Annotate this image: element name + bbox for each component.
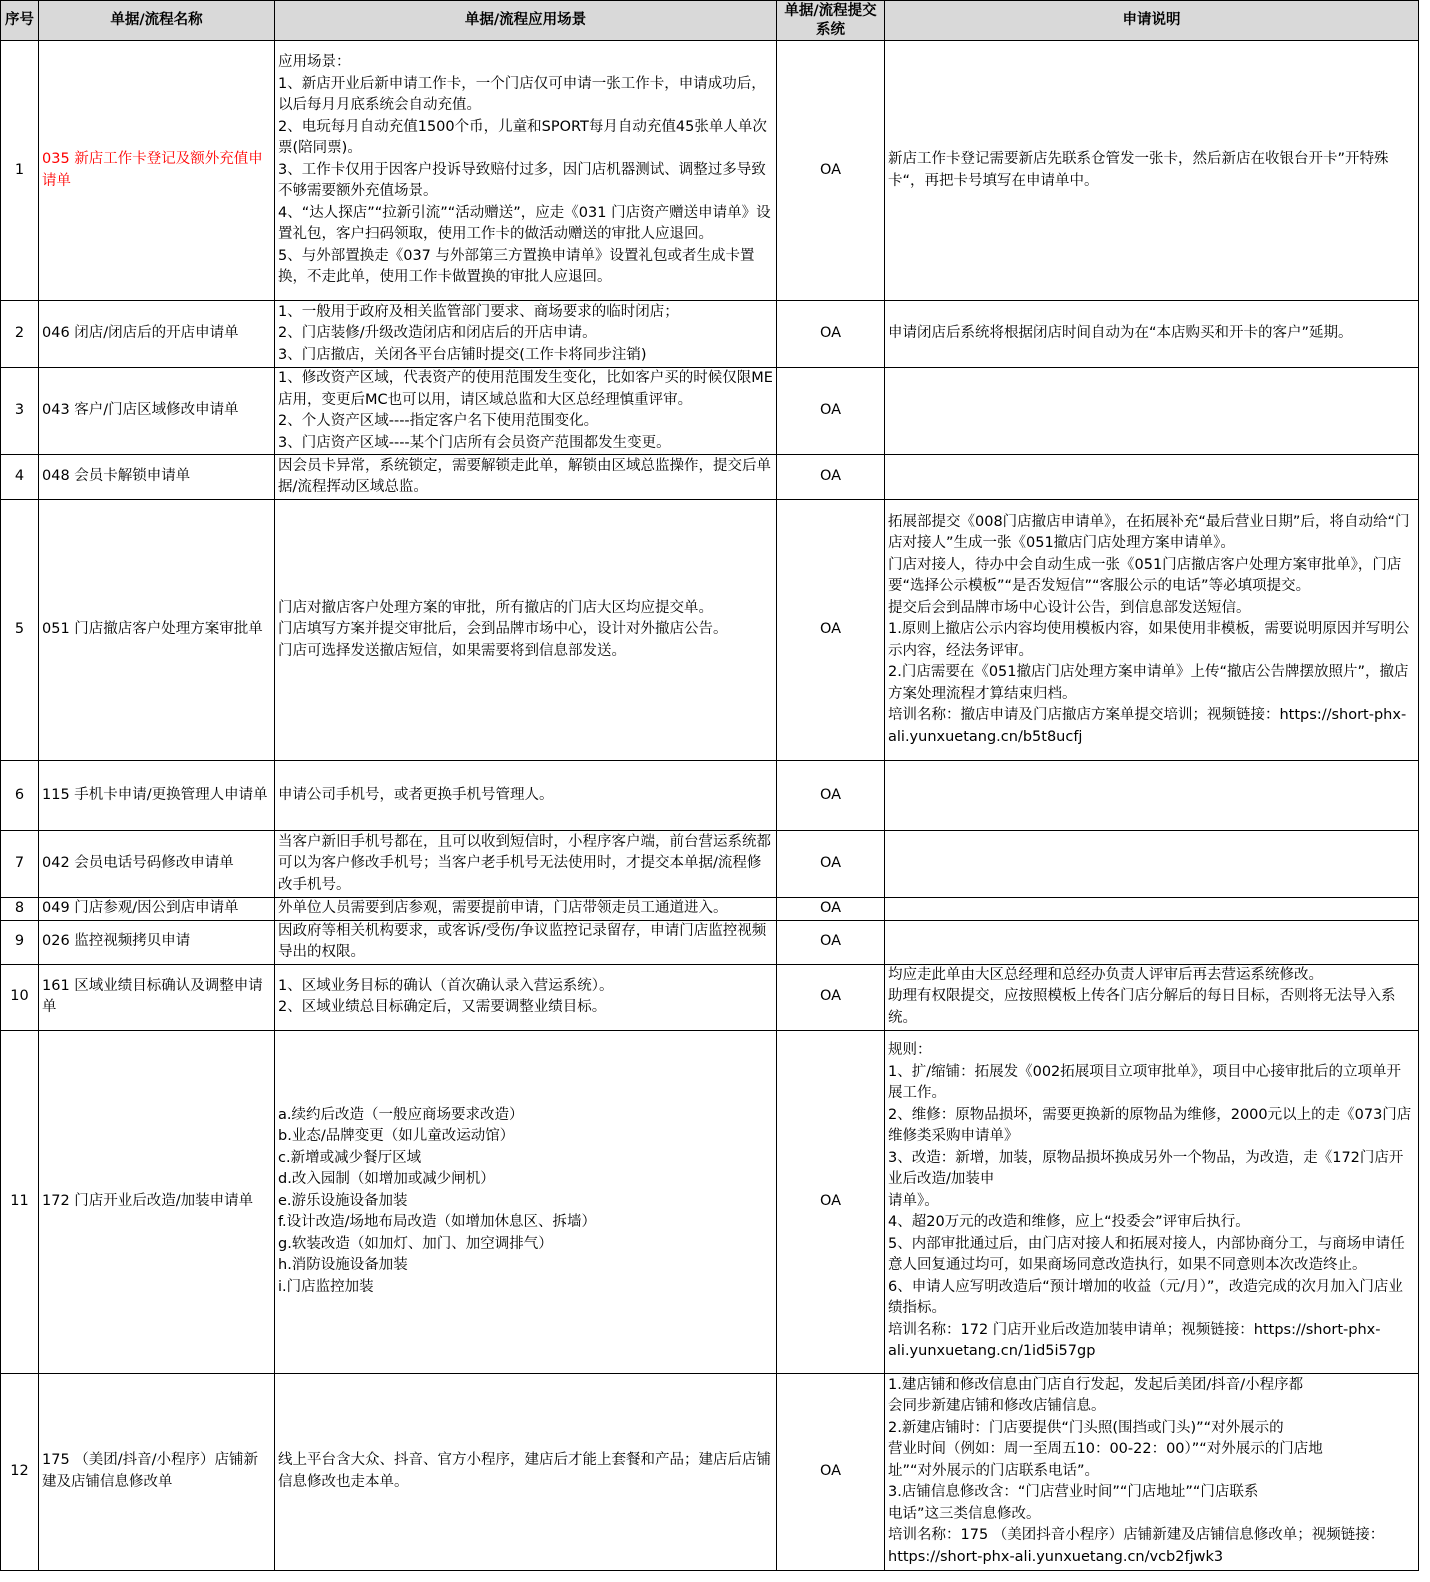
submit-system-cell[interactable]: OA (777, 964, 885, 1030)
row-index-cell[interactable]: 9 (1, 920, 39, 964)
form-name-cell[interactable]: 035 新店工作卡登记及额外充值申请单 (39, 41, 275, 301)
table-row (1, 41, 1419, 301)
header-row (1, 1, 1419, 41)
scenario-line: 因会员卡异常，系统锁定，需要解锁走此单，解锁由区域总监操作，提交后单据/流程挥动区域总监。 (278, 457, 771, 495)
header-application-notes[interactable]: 申请说明 (885, 1, 1419, 41)
row-index-cell[interactable]: 5 (1, 500, 39, 761)
scenario-line: 线上平台含大众、抖音、官方小程序，建店后才能上套餐和产品；建店后店铺信息修改也走本单。 (278, 1452, 771, 1490)
note-line: 会同步新建店铺和修改店铺信息。 (888, 1398, 1106, 1415)
scenario-line: 门店填写方案并提交审批后，会到品牌市场中心，设计对外撤店公告。 (278, 621, 728, 638)
row-index-cell[interactable]: 1 (1, 41, 39, 301)
note-line: 均应走此单由大区总经理和总经办负责人评审后再去营运系统修改。 (888, 966, 1323, 983)
scenario-line: 2、电玩每月自动充值1500个币，儿童和SPORT每月自动充值45张单人单次票(陪同票)。 (278, 118, 767, 157)
scenario-line: 当客户新旧手机号都在，且可以收到短信时，小程序客户端，前台营运系统都可以为客户修改手机号；当客户老手机号无法使用时，才提交本单据/流程修改手机号。 (278, 833, 771, 893)
scenario-line: 3、工作卡仅用于因客户投诉导致赔付过多，因门店机器测试、调整过多导致不够需要额外充值场景。 (278, 161, 766, 200)
scenario-cell[interactable] (275, 1373, 777, 1570)
table-row (1, 1373, 1419, 1570)
scenario-line: 4、“达人探店”“拉新引流”“活动赠送”，应走《031 门店资产赠送申请单》设置礼包，客户扫码领取，使用工作卡的做活动赠送的审批人应退回。 (278, 204, 771, 243)
form-name-cell[interactable]: 043 客户/门店区域修改申请单 (39, 368, 275, 455)
submit-system-cell[interactable]: OA (777, 301, 885, 368)
scenario-line: c.新增或减少餐厅区域 (278, 1149, 422, 1166)
submit-system-cell[interactable]: OA (777, 455, 885, 500)
scenario-line: h.消防设施设备加装 (278, 1257, 408, 1274)
scenario-cell[interactable] (275, 1030, 777, 1373)
note-line: 助理有权限提交，应按照模板上传各门店分解后的每日目标，否则将无法导入系统。 (888, 988, 1396, 1026)
note-line: 2、维修：原物品损坏，需要更换新的原物品为维修，2000元以上的走《073门店维修类采购申请单》 (888, 1106, 1412, 1145)
row-index-cell[interactable]: 6 (1, 761, 39, 831)
submit-system-cell[interactable]: OA (777, 368, 885, 455)
note-line: https://short-phx-ali.yunxuetang.cn/vcb2fjwk3 (888, 1548, 1224, 1565)
note-line: 提交后会到品牌市场中心设计公告，到信息部发送短信。 (888, 599, 1251, 616)
application-notes-cell[interactable] (885, 500, 1419, 761)
row-index-cell[interactable]: 8 (1, 898, 39, 921)
application-notes-cell[interactable] (885, 920, 1419, 964)
scenario-line: g.软装改造（如加灯、加门、加空调排气） (278, 1235, 553, 1252)
note-line: 规则： (888, 1042, 932, 1059)
application-notes-cell[interactable] (885, 1373, 1419, 1570)
scenario-cell[interactable] (275, 455, 777, 500)
header-submit-system[interactable]: 单据/流程提交系统 (777, 1, 885, 41)
table-row (1, 898, 1419, 921)
scenario-line: b.业态/品牌变更（如儿童改运动馆） (278, 1128, 515, 1145)
note-line: 新店工作卡登记需要新店先联系仓管发一张卡，然后新店在收银台开卡”开特殊卡“，再把卡号填写在申请单中。 (888, 151, 1389, 189)
application-notes-cell[interactable] (885, 964, 1419, 1030)
row-index-cell[interactable]: 7 (1, 831, 39, 898)
table-row (1, 831, 1419, 898)
row-index-cell[interactable]: 4 (1, 455, 39, 500)
scenario-line: 1、一般用于政府及相关监管部门要求、商场要求的临时闭店； (278, 303, 679, 320)
note-line: 门店对接人，待办中会自动生成一张《051门店撤店客户处理方案审批单》，门店要“选择公示模板”“是否发短信”“客服公示的电话”等必填项提交。 (888, 556, 1402, 595)
scenario-line: 1、区域业务目标的确认（首次确认录入营运系统）。 (278, 977, 614, 994)
scenario-line: 因政府等相关机构要求，或客诉/受伤/争议监控记录留存，申请门店监控视频导出的权限。 (278, 922, 767, 960)
scenario-line: 1、新店开业后新申请工作卡，一个门店仅可申请一张工作卡，申请成功后，以后每月月底系统会自动充值。 (278, 75, 766, 114)
note-line: 2.门店需要在《051撤店门店处理方案申请单》上传“撤店公告牌摆放照片”，撤店方案处理流程才算结束归档。 (888, 664, 1409, 702)
scenario-line: f.设计改造/场地布局改造（如增加休息区、拆墙） (278, 1214, 597, 1231)
note-line: 营业时间（例如：周一至周五10：00-22：00）”“对外展示的门店地 (888, 1441, 1323, 1458)
note-line: 1.建店铺和修改信息由门店自行发起，发起后美团/抖音/小程序都 (888, 1376, 1304, 1393)
header-scenario[interactable]: 单据/流程应用场景 (275, 1, 777, 41)
submit-system-cell[interactable]: OA (777, 1373, 885, 1570)
form-name-cell[interactable]: 161 区域业绩目标确认及调整申请单 (39, 964, 275, 1030)
note-line: 6、申请人应写明改造后“预计增加的收益（元/月）”，改造完成的次月加入门店业绩指标。 (888, 1278, 1403, 1317)
table-row (1, 761, 1419, 831)
submit-system-cell[interactable]: OA (777, 1030, 885, 1373)
row-index-cell[interactable]: 2 (1, 301, 39, 368)
form-name-cell[interactable]: 046 闭店/闭店后的开店申请单 (39, 301, 275, 368)
note-line: 电话”这三类信息修改。 (888, 1505, 1041, 1522)
scenario-cell[interactable] (275, 964, 777, 1030)
submit-system-cell[interactable]: OA (777, 831, 885, 898)
application-notes-cell[interactable] (885, 1030, 1419, 1373)
note-line: 4、超20万元的改造和维修，应上“投委会”评审后执行。 (888, 1214, 1250, 1231)
table-row (1, 920, 1419, 964)
scenario-cell[interactable] (275, 920, 777, 964)
scenario-line: 5、与外部置换走《037 与外部第三方置换申请单》设置礼包或者生成卡置换，不走此单，使用工作卡做置换的审批人应退回。 (278, 247, 755, 286)
application-notes-cell[interactable] (885, 368, 1419, 455)
table-row (1, 1030, 1419, 1373)
application-notes-cell[interactable] (885, 761, 1419, 831)
note-line: 请单》。 (888, 1192, 939, 1209)
submit-system-cell[interactable]: OA (777, 761, 885, 831)
note-line: 2.新建店铺时：门店要提供“门头照(围挡或门头)”“对外展示的 (888, 1419, 1284, 1436)
note-line: 培训名称：撤店申请及门店撤店方案单提交培训；视频链接：https://short-phx-ali.yunxuetang.cn/b5t8ucfj (888, 707, 1407, 745)
scenario-cell[interactable] (275, 898, 777, 921)
row-index-cell[interactable]: 10 (1, 964, 39, 1030)
scenario-cell[interactable] (275, 831, 777, 898)
form-name-cell[interactable]: 051 门店撤店客户处理方案审批单 (39, 500, 275, 761)
form-name-cell[interactable]: 172 门店开业后改造/加装申请单 (39, 1030, 275, 1373)
application-notes-cell[interactable] (885, 41, 1419, 301)
application-notes-cell[interactable] (885, 301, 1419, 368)
table-header (1, 1, 1419, 41)
form-name-cell[interactable]: 115 手机卡申请/更换管理人申请单 (39, 761, 275, 831)
scenario-line: e.游乐设施设备加装 (278, 1192, 408, 1209)
note-line: 申请闭店后系统将根据闭店时间自动为在“本店购买和开卡的客户”延期。 (888, 325, 1353, 342)
row-index-cell[interactable]: 11 (1, 1030, 39, 1373)
application-notes-cell[interactable] (885, 898, 1419, 921)
row-index-cell[interactable]: 3 (1, 368, 39, 455)
form-name-cell[interactable]: 049 门店参观/因公到店申请单 (39, 898, 275, 921)
scenario-line: 外单位人员需要到店参观，需要提前申请，门店带领走员工通道进入。 (278, 900, 728, 916)
scenario-cell[interactable] (275, 41, 777, 301)
form-name-cell[interactable]: 175 （美团/抖音/小程序）店铺新建及店铺信息修改单 (39, 1373, 275, 1570)
header-index[interactable]: 序号 (1, 1, 39, 41)
scenario-line: 3、门店撤店，关闭各平台店铺时提交(工作卡将同步注销) (278, 346, 647, 363)
scenario-line: 3、门店资产区域----某个门店所有会员资产范围都发生变更。 (278, 434, 671, 451)
scenario-line: d.改入园制（如增加或减少闸机） (278, 1171, 495, 1188)
row-index-cell[interactable]: 12 (1, 1373, 39, 1570)
submit-system-cell[interactable]: OA (777, 898, 885, 921)
form-name-cell[interactable]: 042 会员电话号码修改申请单 (39, 831, 275, 898)
table-body (1, 41, 1419, 1571)
scenario-line: 1、修改资产区域，代表资产的使用范围发生变化，比如客户买的时候仅限ME店用，变更后MC也可以用，请区域总监和大区总经理慎重评审。 (278, 370, 773, 408)
scenario-line: 门店可选择发送撤店短信，如果需要将到信息部发送。 (278, 642, 626, 659)
note-line: 1、扩/缩铺：拓展发《002拓展项目立项审批单》，项目中心接审批后的立项单开展工作。 (888, 1063, 1402, 1102)
form-name-cell[interactable]: 026 监控视频拷贝申请 (39, 920, 275, 964)
scenario-cell[interactable] (275, 761, 777, 831)
submit-system-cell[interactable]: OA (777, 500, 885, 761)
note-line: 培训名称：172 门店开业后改造加装申请单；视频链接：https://short-phx-ali.yunxuetang.cn/1id5i57gp (888, 1321, 1381, 1360)
scenario-line: 2、个人资产区域----指定客户名下使用范围变化。 (278, 413, 599, 429)
note-line: 拓展部提交《008门店撤店申请单》，在拓展补充“最后营业日期”后，将自动给“门店对接人”生成一张《051撤店门店处理方案申请单》。 (888, 513, 1410, 552)
table-row (1, 964, 1419, 1030)
form-name-cell[interactable]: 048 会员卡解锁申请单 (39, 455, 275, 500)
scenario-line: 应用场景： (278, 54, 351, 71)
scenario-line: 2、门店装修/升级改造闭店和闭店后的开店申请。 (278, 325, 597, 342)
table-row (1, 368, 1419, 455)
table-row (1, 301, 1419, 368)
application-notes-cell[interactable] (885, 455, 1419, 500)
scenario-cell[interactable] (275, 500, 777, 761)
note-line: 1.原则上撤店公示内容均使用模板内容，如果使用非模板，需要说明原因并写明公示内容，经法务评审。 (888, 621, 1410, 659)
submit-system-cell[interactable]: OA (777, 41, 885, 301)
scenario-line: 申请公司手机号，或者更换手机号管理人。 (278, 786, 554, 803)
note-line: 5、内部审批通过后，由门店对接人和拓展对接人，内部协商分工，与商场申请任意人回复通过均可，如果商场同意改造执行，如果不同意则本次改造终止。 (888, 1235, 1405, 1274)
scenario-line: a.续约后改造（一般应商场要求改造） (278, 1106, 524, 1123)
note-line: 址”“对外展示的门店联系电话”。 (888, 1462, 1100, 1479)
scenario-line: i.门店监控加装 (278, 1278, 374, 1295)
header-form-name[interactable]: 单据/流程名称 (39, 1, 275, 41)
table-row (1, 455, 1419, 500)
table-row (1, 500, 1419, 761)
note-line: 培训名称：175 （美团抖音小程序）店铺新建及店铺信息修改单；视频链接： (888, 1527, 1385, 1544)
note-line: 3.店铺信息修改含：“门店营业时间”“门店地址”“门店联系 (888, 1484, 1259, 1501)
application-notes-cell[interactable] (885, 831, 1419, 898)
scenario-line: 2、区域业绩总目标确定后，又需要调整业绩目标。 (278, 999, 607, 1015)
submit-system-cell[interactable]: OA (777, 920, 885, 964)
scenario-cell[interactable] (275, 301, 777, 368)
scenario-cell[interactable] (275, 368, 777, 455)
scenario-line: 门店对撤店客户处理方案的审批，所有撤店的门店大区均应提交单。 (278, 599, 713, 616)
note-line: 3、改造：新增，加装，原物品损坏换成另外一个物品，为改造，走《172门店开业后改造/加装申 (888, 1149, 1404, 1188)
